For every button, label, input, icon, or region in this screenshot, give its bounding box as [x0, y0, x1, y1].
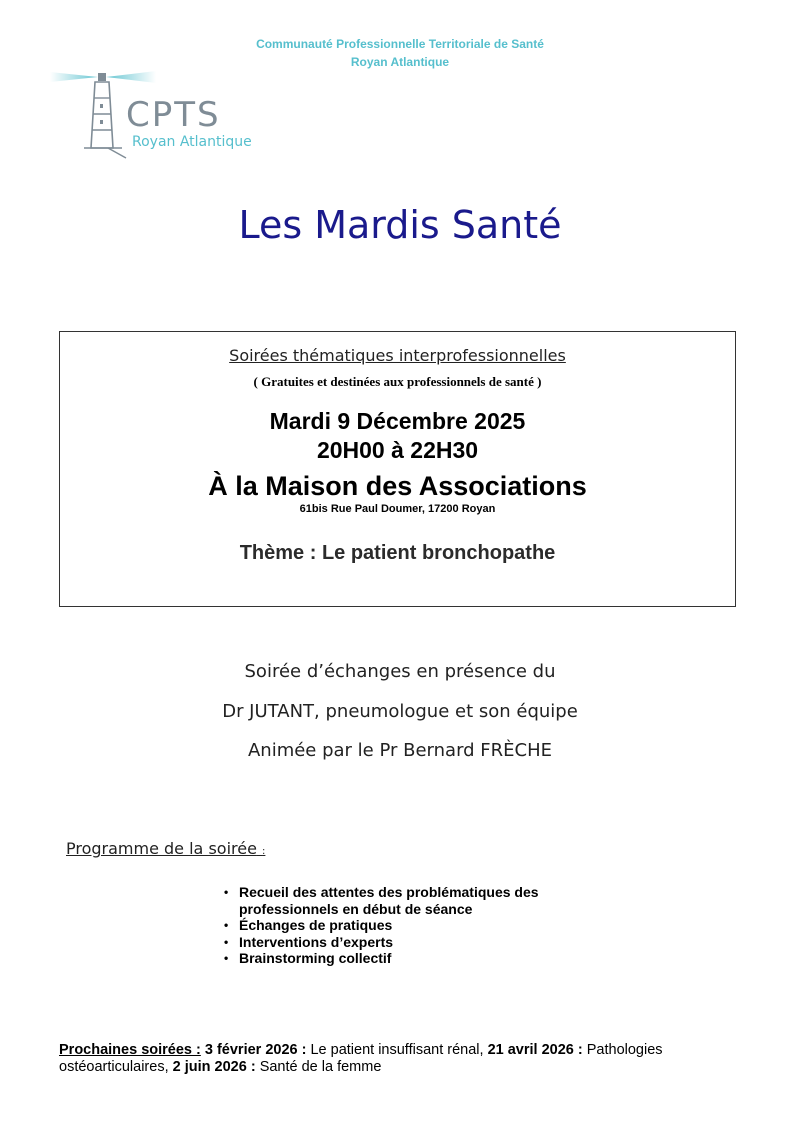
next-topic-3: Santé de la femme — [259, 1059, 382, 1075]
next-date-1: 3 février 2026 : — [204, 1042, 307, 1058]
programme-list — [222, 884, 622, 967]
next-date-3: 2 juin 2026 : — [172, 1059, 256, 1075]
logo-name: CPTS — [126, 95, 221, 135]
event-venue: À la Maison des Associations — [208, 471, 587, 501]
event-date: Mardi 9 Décembre 2025 — [269, 408, 526, 434]
list-item: • Interventions d’experts — [222, 934, 622, 951]
event-subtitle: Soirées thématiques interprofessionnelles — [229, 346, 566, 365]
org-name: Communauté Professionnelle Territoriale de Santé — [256, 37, 544, 51]
programme-title-colon: : — [262, 846, 266, 857]
next-sessions-label: Prochaines soirées : — [59, 1042, 201, 1058]
next-sessions — [59, 1042, 749, 1076]
next-topic-1: Le patient insuffisant rénal, — [310, 1042, 484, 1058]
intro-line: Dr JUTANT, pneumologue et son équipe — [222, 701, 578, 722]
list-item: • Brainstorming collectif — [222, 950, 622, 967]
org-region: Royan Atlantique — [350, 55, 450, 69]
next-date-2: 21 avril 2026 : — [487, 1042, 583, 1058]
cpts-logo — [50, 68, 280, 163]
event-address: 61bis Rue Paul Doumer, 17200 Royan — [299, 503, 496, 515]
event-box — [59, 331, 736, 607]
next-topic-2: Pathologies ostéoarticulaires, — [59, 1042, 663, 1075]
event-theme: Thème : Le patient bronchopathe — [239, 542, 556, 564]
list-item: • Recueil des attentes des problématiques des professionnels en début de séance — [222, 884, 622, 917]
logo-tagline: Royan Atlantique — [132, 134, 252, 150]
event-time: 20H00 à 22H30 — [316, 437, 479, 463]
event-note: ( Gratuites et destinées aux professionnels de santé ) — [253, 374, 542, 389]
intro-line: Soirée d’échanges en présence du — [244, 661, 556, 682]
list-item: • Échanges de pratiques — [222, 917, 622, 934]
page-title: Les Mardis Santé — [238, 203, 562, 247]
programme-title — [66, 839, 265, 858]
intro-line: Animée par le Pr Bernard FRÈCHE — [247, 740, 553, 761]
programme-title-text: Programme de la soirée — [66, 839, 257, 858]
